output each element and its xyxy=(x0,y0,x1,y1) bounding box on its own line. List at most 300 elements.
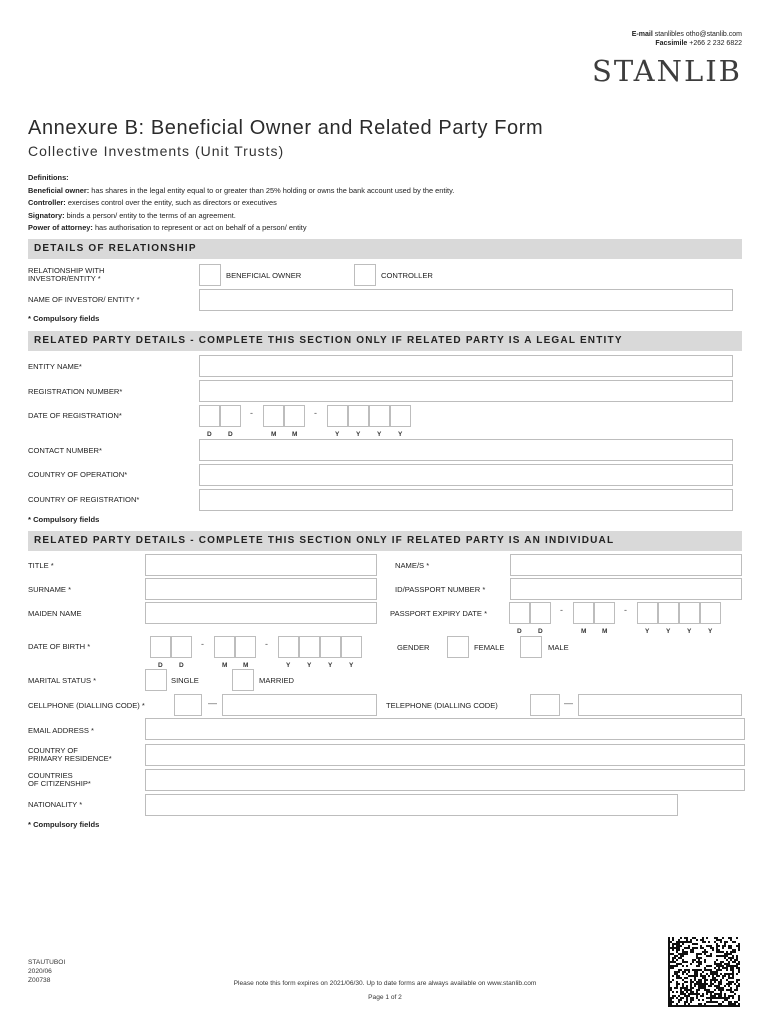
barcode-module xyxy=(670,1001,672,1003)
date-digit-box[interactable] xyxy=(199,405,220,427)
contact-number-label: CONTACT NUMBER* xyxy=(28,446,102,455)
barcode-module xyxy=(728,989,730,991)
barcode-module xyxy=(704,987,706,989)
barcode-module xyxy=(668,1003,670,1005)
barcode-module xyxy=(680,957,682,959)
barcode-module xyxy=(720,987,722,989)
barcode-module xyxy=(688,1005,690,1007)
date-format-letter: Y xyxy=(328,662,333,669)
barcode-module xyxy=(684,971,686,973)
barcode-module xyxy=(734,959,736,961)
barcode-module xyxy=(732,951,734,953)
email-label: E-mail xyxy=(631,31,653,38)
date-digit-box[interactable] xyxy=(214,636,235,658)
barcode-module xyxy=(700,1005,702,1007)
investor-name-field[interactable] xyxy=(199,289,733,311)
date-digit-box[interactable] xyxy=(220,405,241,427)
email-field[interactable] xyxy=(145,718,745,740)
form-version: 2020/06 xyxy=(28,968,52,975)
barcode-module xyxy=(702,939,704,941)
barcode-module xyxy=(668,1005,670,1007)
barcode-module xyxy=(706,945,708,947)
barcode-module xyxy=(716,949,718,951)
date-format-letter: M xyxy=(243,662,249,669)
married-checkbox[interactable] xyxy=(232,669,254,691)
barcode-module xyxy=(698,989,700,991)
barcode-module xyxy=(714,997,716,999)
barcode-module xyxy=(692,969,694,971)
barcode-module xyxy=(682,993,684,995)
barcode-module xyxy=(698,993,700,995)
barcode-module xyxy=(686,981,688,983)
telephone-number-field[interactable] xyxy=(578,694,742,716)
barcode-module xyxy=(708,969,710,971)
barcode-module xyxy=(724,957,726,959)
barcode-module xyxy=(670,967,672,969)
barcode-module xyxy=(718,963,720,965)
date-separator: - xyxy=(265,639,268,649)
barcode-module xyxy=(690,939,692,941)
date-digit-box[interactable] xyxy=(390,405,411,427)
date-digit-box[interactable] xyxy=(573,602,594,624)
barcode-module xyxy=(722,1005,724,1007)
barcode-module xyxy=(710,993,712,995)
barcode-module xyxy=(676,941,678,943)
barcode-module xyxy=(694,993,696,995)
barcode-module xyxy=(700,945,702,947)
date-digit-box[interactable] xyxy=(327,405,348,427)
date-digit-box[interactable] xyxy=(341,636,362,658)
date-digit-box[interactable] xyxy=(530,602,551,624)
barcode-module xyxy=(714,989,716,991)
barcode-module xyxy=(700,961,702,963)
barcode-module xyxy=(718,997,720,999)
barcode-module xyxy=(674,957,676,959)
barcode-module xyxy=(682,965,684,967)
barcode-module xyxy=(690,963,692,965)
barcode-module xyxy=(710,985,712,987)
barcode-module xyxy=(700,947,702,949)
barcode-module xyxy=(680,937,682,939)
barcode-module xyxy=(672,961,674,963)
barcode-module xyxy=(718,975,720,977)
barcode-module xyxy=(736,973,738,975)
barcode-module xyxy=(728,937,730,939)
date-format-letter: M xyxy=(581,628,587,635)
barcode-module xyxy=(730,945,732,947)
barcode-module xyxy=(718,1003,720,1005)
barcode-module xyxy=(732,957,734,959)
barcode-module xyxy=(704,969,706,971)
barcode-module xyxy=(730,981,732,983)
barcode-module xyxy=(676,985,678,987)
barcode-module xyxy=(734,983,736,985)
barcode-module xyxy=(714,963,716,965)
barcode-module xyxy=(736,967,738,969)
barcode-module xyxy=(696,989,698,991)
barcode-module xyxy=(674,1005,676,1007)
barcode-module xyxy=(700,963,702,965)
barcode-module xyxy=(730,937,732,939)
barcode-module xyxy=(732,1003,734,1005)
page-title: Annexure B: Beneficial Owner and Related Party Form xyxy=(28,117,544,139)
barcode-module xyxy=(702,983,704,985)
id-passport-field[interactable] xyxy=(510,578,742,600)
barcode-module xyxy=(694,975,696,977)
barcode-module xyxy=(736,987,738,989)
cellphone-label: CELLPHONE (DIALLING CODE) * xyxy=(28,701,145,710)
barcode-module xyxy=(682,943,684,945)
barcode-module xyxy=(738,1005,740,1007)
barcode-module xyxy=(712,971,714,973)
barcode-module xyxy=(730,957,732,959)
date-digit-box[interactable] xyxy=(369,405,390,427)
barcode-module xyxy=(736,985,738,987)
date-format-letter: Y xyxy=(335,431,340,438)
barcode-module xyxy=(682,971,684,973)
country-residence-label xyxy=(28,747,112,764)
barcode-module xyxy=(704,949,706,951)
barcode-module xyxy=(688,945,690,947)
barcode-module xyxy=(682,991,684,993)
barcode-module xyxy=(702,987,704,989)
barcode-module xyxy=(692,937,694,939)
barcode-module xyxy=(698,957,700,959)
barcode-module xyxy=(686,941,688,943)
barcode-module xyxy=(702,947,704,949)
date-digit-box[interactable] xyxy=(509,602,530,624)
date-digit-box[interactable] xyxy=(320,636,341,658)
barcode-module xyxy=(704,975,706,977)
barcode-module xyxy=(704,983,706,985)
barcode-module xyxy=(734,1005,736,1007)
barcode-module xyxy=(736,981,738,983)
barcode-module xyxy=(716,937,718,939)
barcode-module xyxy=(724,967,726,969)
barcode-module xyxy=(732,975,734,977)
barcode-module xyxy=(680,999,682,1001)
barcode-module xyxy=(670,999,672,1001)
maiden-name-field[interactable] xyxy=(145,602,377,624)
barcode-module xyxy=(714,993,716,995)
barcode-module xyxy=(690,981,692,983)
barcode-module xyxy=(738,983,740,985)
barcode-module xyxy=(698,961,700,963)
barcode-module xyxy=(684,937,686,939)
barcode-module xyxy=(694,943,696,945)
barcode-module xyxy=(722,997,724,999)
barcode-module xyxy=(696,953,698,955)
date-digit-box[interactable] xyxy=(171,636,192,658)
countries-citizenship-field[interactable] xyxy=(145,769,745,791)
barcode-module xyxy=(694,1005,696,1007)
entity-name-field[interactable] xyxy=(199,355,733,377)
barcode-module xyxy=(736,959,738,961)
barcode-module xyxy=(670,961,672,963)
barcode-module xyxy=(678,1001,680,1003)
barcode-module xyxy=(684,953,686,955)
barcode-module xyxy=(676,949,678,951)
barcode-module xyxy=(692,951,694,953)
barcode-module xyxy=(706,965,708,967)
page-subtitle: Collective Investments (Unit Trusts) xyxy=(28,143,285,159)
country-operation-field[interactable] xyxy=(199,464,733,486)
fax-label: Facsimile xyxy=(655,40,688,47)
barcode-module xyxy=(684,995,686,997)
barcode-module xyxy=(694,973,696,975)
barcode-module xyxy=(706,983,708,985)
barcode-module xyxy=(684,1001,686,1003)
date-format-letter: Y xyxy=(708,628,713,635)
barcode-module xyxy=(732,981,734,983)
barcode-module xyxy=(692,947,694,949)
barcode-module xyxy=(728,961,730,963)
date-digit-box[interactable] xyxy=(284,405,305,427)
barcode-module xyxy=(702,995,704,997)
beneficial-owner-label: BENEFICIAL OWNER xyxy=(226,271,302,280)
barcode-module xyxy=(694,985,696,987)
barcode-module xyxy=(730,953,732,955)
passport-expiry-label: PASSPORT EXPIRY DATE * xyxy=(390,609,488,618)
date-digit-box[interactable] xyxy=(679,602,700,624)
registration-number-field[interactable] xyxy=(199,380,733,402)
barcode-module xyxy=(706,973,708,975)
barcode-module xyxy=(708,985,710,987)
barcode-module xyxy=(726,989,728,991)
barcode-module xyxy=(696,991,698,993)
male-checkbox[interactable] xyxy=(520,636,542,658)
barcode-module xyxy=(726,953,728,955)
barcode-module xyxy=(688,1003,690,1005)
barcode-module xyxy=(686,999,688,1001)
barcode-module xyxy=(732,965,734,967)
barcode-module xyxy=(672,949,674,951)
barcode-module xyxy=(732,1005,734,1007)
barcode-module xyxy=(696,973,698,975)
barcode-module xyxy=(678,1005,680,1007)
date-digit-box[interactable] xyxy=(278,636,299,658)
date-digit-box[interactable] xyxy=(299,636,320,658)
barcode-module xyxy=(710,969,712,971)
controller-checkbox[interactable] xyxy=(354,264,376,286)
married-label: MARRIED xyxy=(259,676,295,685)
title-field[interactable] xyxy=(145,554,377,576)
barcode-module xyxy=(668,939,670,941)
barcode-module xyxy=(680,955,682,957)
barcode-module xyxy=(720,955,722,957)
barcode-module xyxy=(694,947,696,949)
barcode-module xyxy=(732,973,734,975)
date-format-letter: D xyxy=(158,662,163,669)
barcode-module xyxy=(696,955,698,957)
date-digit-box[interactable] xyxy=(700,602,721,624)
barcode-module xyxy=(696,971,698,973)
barcode-module xyxy=(726,941,728,943)
barcode-module xyxy=(724,1005,726,1007)
barcode-module xyxy=(668,945,670,947)
barcode-module xyxy=(668,997,670,999)
barcode-module xyxy=(678,977,680,979)
barcode-module xyxy=(668,967,670,969)
barcode-module xyxy=(728,973,730,975)
barcode-module xyxy=(676,983,678,985)
barcode-module xyxy=(676,959,678,961)
date-format-letter: Y xyxy=(377,431,382,438)
female-checkbox[interactable] xyxy=(447,636,469,658)
barcode-module xyxy=(720,995,722,997)
barcode-module xyxy=(668,995,670,997)
barcode-module xyxy=(682,1005,684,1007)
barcode-module xyxy=(738,979,740,981)
barcode-module xyxy=(734,993,736,995)
title-label: TITLE * xyxy=(28,561,54,570)
barcode-module xyxy=(736,955,738,957)
barcode-module xyxy=(732,977,734,979)
investor-name-label: NAME OF INVESTOR/ ENTITY * xyxy=(28,295,140,304)
barcode-module xyxy=(686,989,688,991)
beneficial-owner-checkbox[interactable] xyxy=(199,264,221,286)
country-registration-field[interactable] xyxy=(199,489,733,511)
barcode-module xyxy=(718,981,720,983)
barcode-module xyxy=(738,1003,740,1005)
barcode-module xyxy=(710,1005,712,1007)
barcode-module xyxy=(722,955,724,957)
barcode-module xyxy=(736,989,738,991)
barcode-module xyxy=(698,965,700,967)
barcode-module xyxy=(738,985,740,987)
date-separator: - xyxy=(624,605,627,615)
barcode-module xyxy=(702,993,704,995)
barcode-module xyxy=(670,997,672,999)
barcode-module xyxy=(694,971,696,973)
date-format-letter: Y xyxy=(645,628,650,635)
barcode-module xyxy=(684,977,686,979)
barcode-module xyxy=(676,963,678,965)
date-format-letter: Y xyxy=(349,662,354,669)
barcode-module xyxy=(688,995,690,997)
barcode-module xyxy=(694,959,696,961)
definition-text: has shares in the legal entity equal to or greater than 25% holding or owns the bank account used by the entity. xyxy=(89,185,455,195)
barcode-module xyxy=(712,947,714,949)
barcode-module xyxy=(668,987,670,989)
barcode-module xyxy=(714,937,716,939)
barcode-module xyxy=(686,937,688,939)
barcode-module xyxy=(670,1003,672,1005)
barcode-module xyxy=(722,987,724,989)
form-reference: Z00738 xyxy=(28,977,51,984)
names-field[interactable] xyxy=(510,554,742,576)
definition-text: exercises control over the entity, such as directors or executives xyxy=(65,198,277,208)
barcode-module xyxy=(682,951,684,953)
barcode-module xyxy=(698,1005,700,1007)
barcode-module xyxy=(692,949,694,951)
nationality-field[interactable] xyxy=(145,794,678,816)
barcode-module xyxy=(712,975,714,977)
barcode-module xyxy=(682,973,684,975)
barcode-module xyxy=(670,981,672,983)
countries-citizenship-label xyxy=(28,772,91,789)
date-digit-box[interactable] xyxy=(150,636,171,658)
barcode-module xyxy=(688,969,690,971)
barcode-module xyxy=(678,999,680,1001)
cellphone-number-field[interactable] xyxy=(222,694,377,716)
barcode-module xyxy=(700,957,702,959)
section-legal-entity-header: RELATED PARTY DETAILS - COMPLETE THIS SECTION ONLY IF RELATED PARTY IS A LEGAL ENTITY xyxy=(28,331,742,351)
single-checkbox[interactable] xyxy=(145,669,167,691)
surname-field[interactable] xyxy=(145,578,377,600)
barcode-module xyxy=(680,953,682,955)
barcode-module xyxy=(736,957,738,959)
barcode-module xyxy=(686,965,688,967)
country-operation-label: COUNTRY OF OPERATION* xyxy=(28,470,128,479)
barcode-module xyxy=(674,961,676,963)
barcode-module xyxy=(714,941,716,943)
cellphone-code-field[interactable] xyxy=(174,694,202,716)
female-label: FEMALE xyxy=(474,643,505,652)
date-digit-box[interactable] xyxy=(594,602,615,624)
barcode-module xyxy=(682,955,684,957)
barcode-module xyxy=(730,1001,732,1003)
barcode-module xyxy=(698,1003,700,1005)
barcode-module xyxy=(714,1005,716,1007)
date-digit-box[interactable] xyxy=(263,405,284,427)
barcode-module xyxy=(690,1001,692,1003)
date-digit-box[interactable] xyxy=(348,405,369,427)
barcode-module xyxy=(678,995,680,997)
barcode-module xyxy=(730,969,732,971)
barcode-module xyxy=(672,959,674,961)
barcode-module xyxy=(722,947,724,949)
barcode-module xyxy=(676,975,678,977)
barcode-module xyxy=(694,979,696,981)
date-format-letter: Y xyxy=(687,628,692,635)
date-digit-box[interactable] xyxy=(658,602,679,624)
date-format-letter: Y xyxy=(666,628,671,635)
date-digit-box[interactable] xyxy=(235,636,256,658)
barcode-module xyxy=(718,983,720,985)
barcode-module xyxy=(718,945,720,947)
barcode-module xyxy=(678,939,680,941)
barcode-module xyxy=(680,945,682,947)
barcode-module xyxy=(718,985,720,987)
barcode-module xyxy=(682,949,684,951)
barcode-module xyxy=(674,971,676,973)
barcode-module xyxy=(674,943,676,945)
barcode-module xyxy=(670,941,672,943)
barcode-module xyxy=(690,951,692,953)
barcode-module xyxy=(724,945,726,947)
barcode-module xyxy=(678,957,680,959)
barcode-module xyxy=(708,955,710,957)
marital-status-label: MARITAL STATUS * xyxy=(28,676,97,685)
barcode-module xyxy=(698,969,700,971)
telephone-code-field[interactable] xyxy=(530,694,560,716)
barcode-module xyxy=(724,973,726,975)
barcode-module xyxy=(708,991,710,993)
barcode-module xyxy=(730,973,732,975)
contact-number-field[interactable] xyxy=(199,439,733,461)
barcode-module xyxy=(696,969,698,971)
definition-term: Power of attorney: xyxy=(28,223,93,233)
barcode-module xyxy=(722,975,724,977)
barcode-module xyxy=(680,991,682,993)
barcode-module xyxy=(708,1005,710,1007)
barcode-module xyxy=(674,955,676,957)
country-residence-field[interactable] xyxy=(145,744,745,766)
barcode-module xyxy=(728,1005,730,1007)
barcode-module xyxy=(696,997,698,999)
date-digit-box[interactable] xyxy=(637,602,658,624)
